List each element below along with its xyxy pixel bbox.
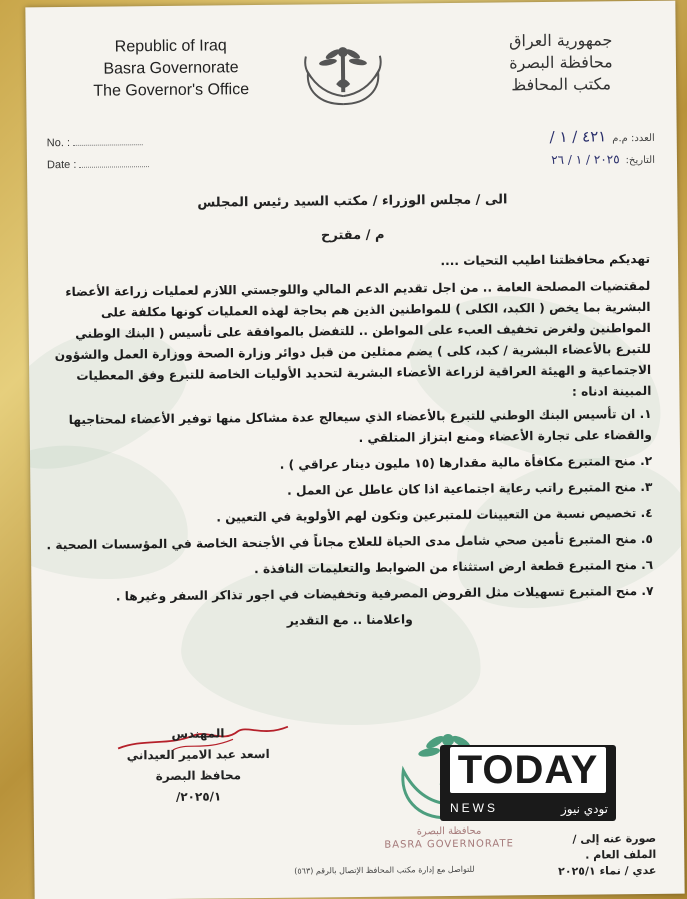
header-en-line3: The Governor's Office: [93, 81, 250, 100]
addressee: الى / مجلس الوزراء / مكتب السيد رئيس المجلس: [197, 192, 508, 211]
copies-line1: الملف العام .: [585, 847, 657, 862]
copies-to: [558, 831, 657, 880]
letterhead-english: [86, 35, 257, 103]
closing: واعلامنا .. مع التقدير: [286, 612, 413, 628]
seal-caption: [379, 824, 519, 851]
list-item: ٤. تخصيص نسبة من التعيينات للمتبرعين وتكون لهم الأولوية في التعيين .: [216, 505, 653, 525]
copies-heading: صورة عنه إلى /: [572, 831, 657, 846]
proposal-list: [44, 404, 654, 608]
meta-english: [47, 131, 150, 176]
letterhead-arabic: [476, 29, 647, 97]
signatory-name: اسعد عبد الامير العيداني: [126, 746, 270, 763]
today-logo-text: TODAY: [450, 747, 606, 793]
meta-arabic: [549, 126, 655, 172]
subject: م / مقترح: [320, 227, 385, 244]
news-label: NEWS: [450, 801, 498, 815]
news-label-arabic: تودي نيوز: [560, 802, 608, 816]
no-label: No. :: [46, 136, 71, 150]
today-news-watermark: [440, 745, 616, 821]
basra-emblem-icon: [298, 34, 389, 115]
list-item: ٧. منح المتبرع تسهيلات مثل القروض المصرفية وتخفيضات في اجور تذاكر السفر وغيرها .: [115, 583, 654, 604]
list-item: ٦. منح المتبرع قطعة ارض استثناء من الضوابط والتعليمات النافذة .: [253, 557, 654, 577]
header-ar-line1: جمهورية العراق: [508, 30, 613, 51]
header-en-line2: Basra Governorate: [103, 59, 239, 78]
greeting: تهديكم محافظتنا اطيب التحيات ....: [440, 251, 651, 269]
footer-note: للتواصل مع إدارة مكتب المحافظ الإتصال بالرقم (٥٦٣): [294, 864, 475, 876]
date-value: ٢٠٢٥ / ١ / ٢٦: [551, 152, 620, 167]
header-ar-line2: محافظة البصرة: [509, 52, 613, 73]
list-item: ١. ان تأسيس البنك الوطني للتبرع بالأعضاء الذي سيعالج عدة مشاكل منها توفير الأعضاء لمحتاجيها والقضاء على تجارة الأعضاء ومنع ابتزاز المتلقي .: [68, 406, 652, 445]
date-label-ar: التاريخ:: [625, 154, 656, 167]
date-label: Date :: [46, 158, 77, 172]
seal-ar: محافظة البصرة: [416, 825, 482, 838]
header-ar-line3: مكتب المحافظ: [511, 74, 612, 95]
signatory-block: [103, 723, 294, 809]
list-item: ٥. منح المتبرع تأمين صحي شامل مدى الحياة للعلاج مجاناً في الأجنحة الخاصة في المؤسسات الصحية .: [46, 531, 654, 553]
list-item: ٢. منح المتبرع مكافأة مالية مقدارها (١٥ مليون دينار عراقي ) .: [279, 453, 653, 472]
letter-body: [42, 249, 654, 636]
number-label: العدد: م.م: [612, 132, 655, 145]
list-item: ٣. منح المتبرع راتب رعاية اجتماعية اذا كان عاطل عن العمل .: [287, 479, 653, 498]
header-en-line1: Republic of Iraq: [114, 37, 227, 56]
copies-line2: عدي / نماء ٢٠٢٥/١: [558, 863, 657, 878]
signatory-title: المهندس: [171, 726, 225, 741]
number-value: ٤٢١ / ١ /: [549, 127, 607, 146]
signatory-date: ٢٠٢٥/١/: [175, 789, 222, 804]
seal-en: BASRA GOVERNORATE: [384, 838, 514, 851]
intro-paragraph: لمقتضيات المصلحة العامة .. من اجل تقديم الدعم المالي واللوجستي اللازم لعمليات زراعة الأعضاء البشرية بما يخص ( الكبد، الكلى ) للمواطنين الذين هم بحاجة لهذه العمليات كونها مكلفة على المواطنين ولغرض تخفيف العبء على المواطن .. للتفضل بالموافقة على تأسيس ( البنك الوطني للتبرع بالأعضاء البشرية / كبد، كلى ) يضم ممثلين من قبل دوائر وزارة الصحة ووزارة العمل والشؤون الاجتماعية و الهيئة العراقية لزراعة الأعضاء البشرية لتحديد الأوليات الخاصة للتبرع وفق المعطيات المبينة ادناه :: [54, 278, 652, 399]
signatory-position: محافظ البصرة: [155, 768, 242, 784]
